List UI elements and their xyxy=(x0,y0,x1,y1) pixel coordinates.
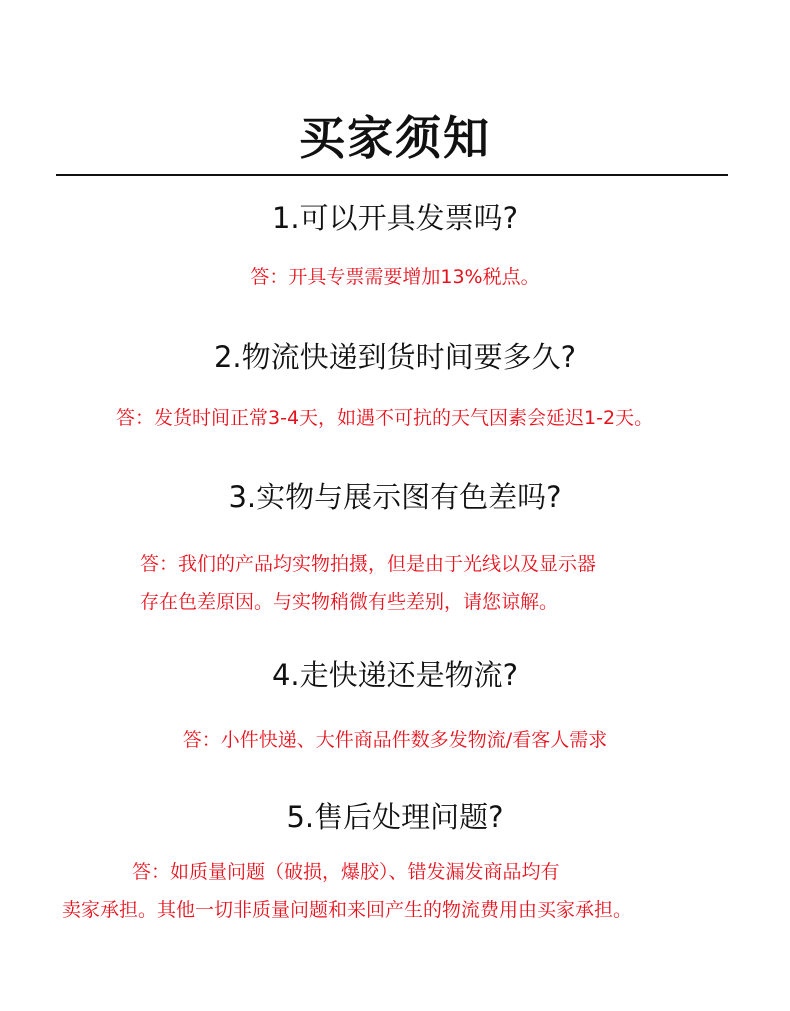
page-title: 买家须知 xyxy=(299,111,491,165)
faq-question-1: 1.可以开具发票吗? xyxy=(271,201,519,235)
faq-answer-4: 答：小件快递、大件商品件数多发物流/看客人需求 xyxy=(182,729,608,751)
faq-answer-2: 答：发货时间正常3-4天，如遇不可抗的天气因素会延迟1-2天。 xyxy=(116,407,654,429)
faq-answer-5-line-2: 卖家承担。其他一切非质量问题和来回产生的物流费用由买家承担。 xyxy=(62,899,633,921)
faq-question-5: 5.售后处理问题? xyxy=(286,800,504,834)
faq-question-4: 4.走快递还是物流? xyxy=(271,658,519,692)
faq-question-2: 2.物流快递到货时间要多久? xyxy=(213,340,577,374)
faq-answer-3-line-2: 存在色差原因。与实物稍微有些差别，请您谅解。 xyxy=(140,591,559,613)
faq-answer-3-line-1: 答：我们的产品均实物拍摄，但是由于光线以及显示器 xyxy=(140,553,597,575)
title-divider xyxy=(56,174,728,176)
faq-question-3: 3.实物与展示图有色差吗? xyxy=(228,480,562,514)
faq-answer-5-line-1: 答：如质量问题（破损，爆胶）、错发漏发商品均有 xyxy=(132,861,560,883)
faq-answer-1: 答：开具专票需要增加13%税点。 xyxy=(250,266,540,288)
